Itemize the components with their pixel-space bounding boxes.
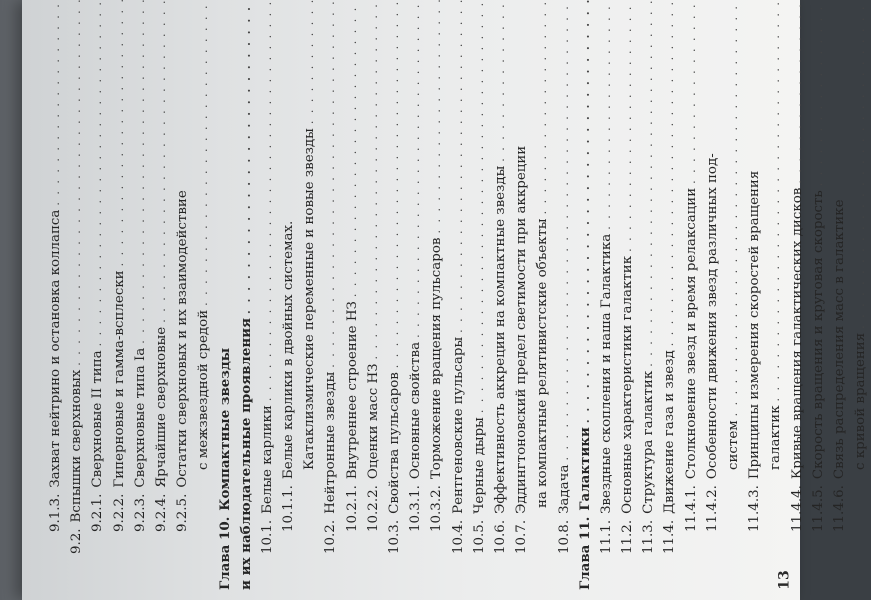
toc-entry-number: 9.2.3.: [132, 493, 148, 532]
toc-entry-number: 9.2.2.: [111, 493, 127, 532]
toc-entry: [808, 10, 829, 590]
toc-entry-number: 11.1.: [598, 519, 614, 554]
toc-entry: [257, 10, 278, 590]
toc-entry-number: Глава 11.: [576, 516, 593, 590]
toc-entry-title: Сверхновые II типа: [90, 350, 106, 488]
toc-entry-title: и их наблюдательные проявления: [237, 318, 254, 590]
toc-entry-title: Особенности движения звезд различных под-: [704, 153, 720, 480]
toc-entry: [320, 10, 341, 590]
toc-entry-number: 9.2.: [69, 528, 85, 554]
dot-leader: [850, 0, 871, 329]
toc-entry: [702, 10, 723, 590]
toc-entry-title: на компактные релятивистские объекты: [535, 218, 551, 508]
toc-entry-title: Захват нейтрино и остановка коллапса: [48, 209, 63, 488]
toc-entry-title: Свойства пульсаров: [387, 372, 402, 514]
toc-entry: [151, 10, 172, 590]
rotated-text-block: [35, 0, 869, 600]
toc-entry-title: галактик: [768, 405, 784, 470]
toc-entry: [744, 10, 765, 590]
toc-entry-number: Глава 10.: [216, 516, 233, 590]
toc-entry: [511, 10, 532, 590]
book-page: [22, 0, 869, 600]
dot-leader: [575, 0, 596, 423]
dot-leader: [130, 0, 151, 344]
dot-leader: [681, 0, 702, 184]
toc-entry-number: 9.2.4.: [153, 493, 169, 532]
dot-leader: [808, 0, 829, 186]
toc-entry-number: 10.5.: [471, 519, 487, 554]
toc-entry: [681, 10, 702, 590]
toc-entry-title: Столкновение звезд и время релаксации: [683, 187, 699, 480]
dot-leader: [66, 0, 87, 366]
toc-entry: [363, 10, 384, 590]
toc-entry: [850, 10, 871, 590]
toc-entry: [172, 10, 193, 590]
toc-entry: [554, 10, 575, 590]
toc-entry-number: 11.4.6.: [831, 485, 847, 532]
dot-leader: [617, 0, 638, 252]
toc-entry: [45, 10, 66, 590]
toc-entry: [130, 10, 151, 590]
toc-entry: [532, 10, 553, 590]
toc-entry-number: 11.4.4.: [789, 485, 805, 532]
toc-entry-title: Рентгеновские пульсары: [450, 336, 466, 514]
toc-entry-number: 10.8.: [556, 519, 572, 554]
dot-leader: [109, 0, 130, 266]
toc-entry-title: Основные характеристики галактик: [620, 255, 636, 514]
dot-leader: [554, 0, 575, 461]
toc-entry-title: Оценки масс НЗ: [365, 363, 381, 480]
dot-leader: [596, 0, 617, 230]
toc-entry: [299, 10, 320, 590]
toc-entry-title: Торможение вращения пульсаров: [429, 237, 445, 480]
toc-entry: [765, 10, 786, 590]
toc-entry: [236, 10, 257, 590]
toc-entry: [109, 10, 130, 590]
toc-entry-number: 10.2.: [323, 519, 339, 554]
toc-entry: [723, 10, 744, 590]
dot-leader: [787, 0, 808, 184]
toc-entry-title: Галактики: [576, 427, 593, 511]
toc-entry: [87, 10, 108, 590]
dot-leader: [426, 0, 447, 234]
toc-entry-title: Скорость вращения и круговая скорость: [810, 190, 826, 480]
toc-entry: [787, 10, 808, 590]
page-number: 13: [776, 570, 793, 590]
dot-leader: [405, 0, 426, 338]
dot-leader: [342, 0, 363, 297]
dot-leader: [723, 0, 744, 416]
dot-leader: [320, 0, 341, 368]
dot-leader: [765, 0, 786, 401]
toc-entry-number: 10.4.: [450, 519, 466, 554]
toc-entry-title: с кривой вращения: [853, 332, 869, 470]
toc-entry: [405, 10, 426, 590]
toc-entry-number: 9.2.5.: [175, 493, 191, 532]
toc-entry-title: Эффективность аккреции на компактные звезды: [492, 165, 508, 514]
toc-entry: [829, 10, 850, 590]
toc-entry-number: 11.4.3.: [747, 485, 763, 532]
toc-entry-title: Белые карлики: [259, 405, 275, 514]
toc-entry-number: 10.2.1.: [344, 485, 360, 532]
toc-entry-number: 10.6.: [492, 519, 508, 554]
dot-leader: [151, 0, 172, 323]
dot-leader: [638, 0, 659, 367]
toc-entry-title: Компактные звезды: [216, 347, 233, 511]
toc-entry: [384, 10, 405, 590]
toc-entry-number: 10.1.: [259, 519, 275, 554]
toc-entry: [448, 10, 469, 590]
dot-leader: [469, 0, 490, 413]
toc-entry-title: Структура галактик: [641, 370, 657, 514]
toc-entry-title: Гиперновые и гамма-всплески: [111, 270, 127, 488]
toc-entry-number: 11.4.5.: [810, 485, 826, 532]
toc-entry-title: Катаклизмические переменные и новые звезды: [302, 128, 318, 470]
toc-entry: [490, 10, 511, 590]
toc-entry-title: Остатки сверхновых и их взаимодействие: [175, 190, 191, 488]
toc-entry: [278, 10, 299, 590]
dot-leader: [87, 0, 108, 346]
toc-entry-title: Черные дыры: [471, 417, 487, 514]
dot-leader: [193, 0, 214, 306]
toc-entry-number: 10.3.2.: [429, 485, 445, 532]
toc-entry-title: Звездные скопления и наша Галактика: [598, 233, 614, 514]
dot-leader: [448, 0, 469, 333]
toc-entry-title: Нейтронные звезды: [323, 371, 339, 514]
toc-entry: [596, 10, 617, 590]
toc-entry-number: 11.4.1.: [683, 485, 699, 532]
toc-entry-title: Кривые вращения галактических дисков: [789, 187, 805, 480]
toc-entry: [617, 10, 638, 590]
toc-entry: [469, 10, 490, 590]
toc-entry-title: Белые карлики в двойных системах.: [281, 220, 297, 480]
toc-entry: [659, 10, 680, 590]
dot-leader: [532, 0, 553, 214]
toc-entry-number: 10.3.: [387, 519, 402, 554]
toc-entry-title: Движение газа и звезд: [662, 350, 678, 514]
dot-leader: [490, 0, 511, 162]
toc-entry-number: 11.4.2.: [704, 485, 720, 532]
toc-entry-title: Сверхновые типа Ia: [132, 347, 148, 488]
toc-entry: [575, 10, 596, 590]
toc-entry-title: Основные свойства: [408, 341, 424, 480]
toc-entry-title: с межзвездной средой: [196, 309, 212, 470]
toc-entry-number: 11.2.: [620, 519, 636, 554]
toc-entry-number: 10.2.2.: [365, 485, 381, 532]
toc-entry: [215, 10, 236, 590]
toc-entry-number: 9.1.3.: [48, 493, 63, 532]
table-of-contents: [45, 10, 871, 590]
toc-entry: [638, 10, 659, 590]
toc-entry-number: 11.4.: [662, 519, 678, 554]
toc-entry: [426, 10, 447, 590]
toc-entry: [193, 10, 214, 590]
toc-entry-title: систем: [726, 420, 741, 470]
dot-leader: [659, 0, 680, 346]
dot-leader: [236, 0, 257, 314]
toc-entry-title: Задача: [556, 464, 572, 514]
toc-entry-title: Внутреннее строение НЗ: [344, 301, 360, 480]
toc-entry-title: Принципы измерения скоростей вращения: [747, 170, 763, 480]
toc-entry-title: Ярчайшие сверхновые: [153, 326, 169, 488]
toc-entry-number: 11.3.: [641, 519, 657, 554]
toc-entry-title: Эддингтоновский предел светимости при аккреции: [514, 145, 530, 514]
toc-entry-title: Связь распределения масс в галактике: [831, 199, 847, 480]
dot-leader: [384, 0, 405, 368]
dot-leader: [257, 0, 278, 401]
toc-entry-number: 9.2.1.: [90, 493, 106, 532]
dot-leader: [299, 0, 320, 124]
toc-entry: [66, 10, 87, 590]
dot-leader: [45, 0, 66, 206]
toc-entry-title: Вспышки сверхновых: [69, 369, 85, 523]
dot-leader: [363, 0, 384, 359]
toc-entry-number: 10.1.1.: [281, 485, 297, 532]
toc-entry-number: 10.7.: [514, 519, 530, 554]
toc-entry: [342, 10, 363, 590]
toc-entry-number: 10.3.1.: [408, 485, 424, 532]
